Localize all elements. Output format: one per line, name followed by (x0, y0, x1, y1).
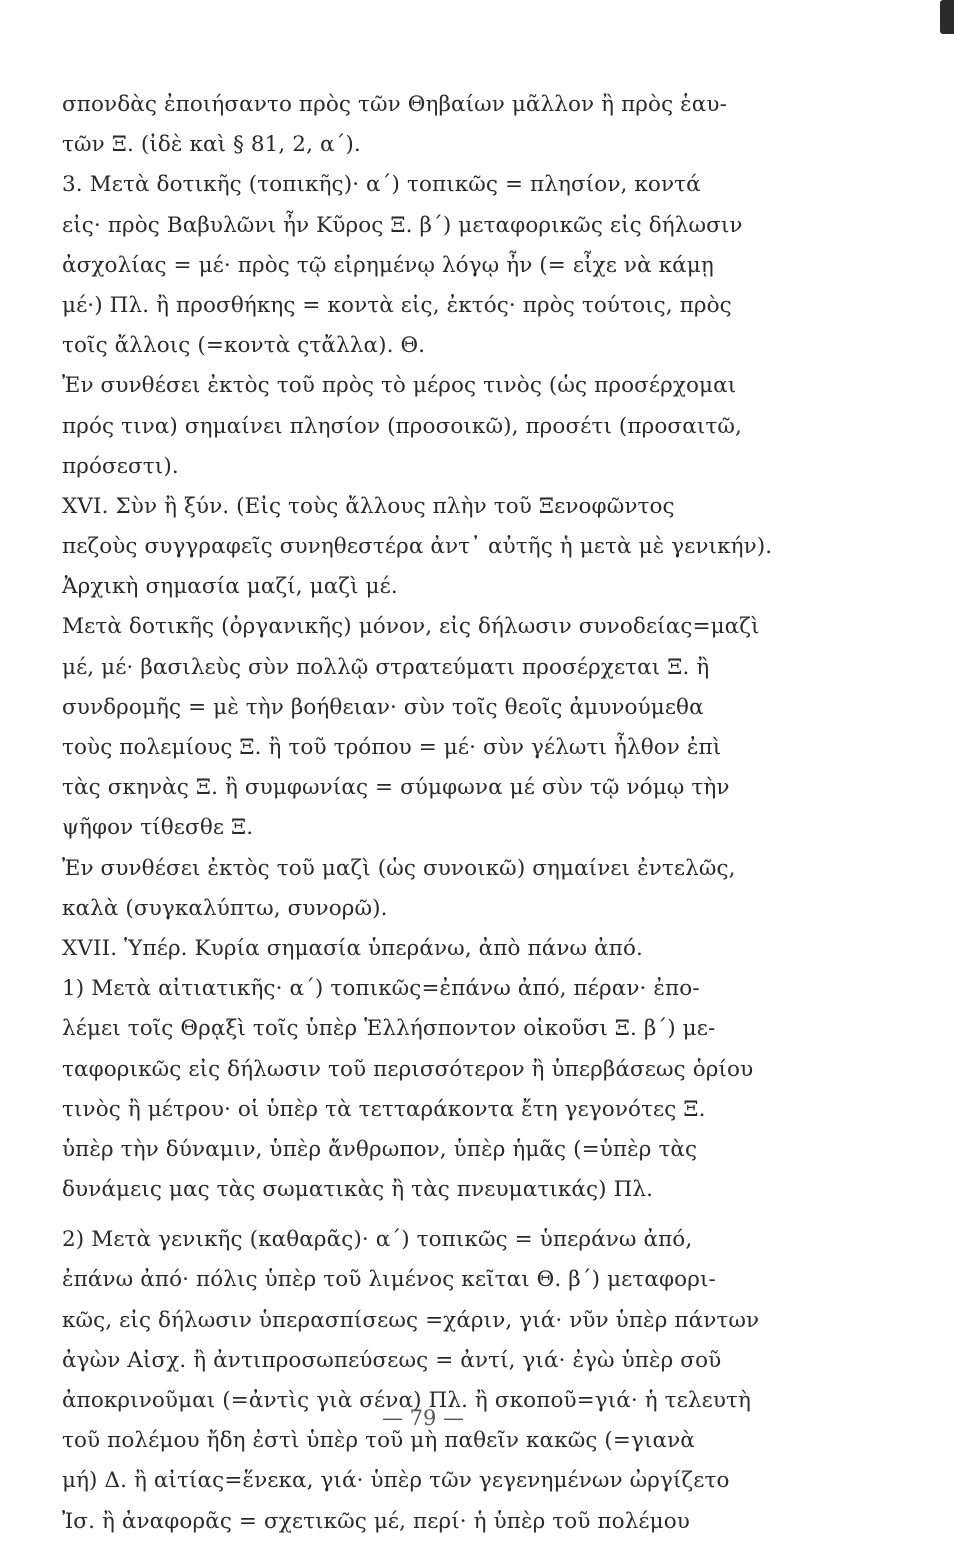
text-line: μέ·) Πλ. ἢ προσθήκης = κοντὰ εἰς, ἐκτός· πρὸς τούτοις, πρὸς (62, 292, 732, 318)
text-line: τοῖς ἄλλοις (=κοντὰ ςτἄλλα). Θ. (62, 333, 426, 359)
text-line: ψῆφον τίθεσθε Ξ. (62, 815, 254, 841)
page-corner-mark (940, 0, 954, 34)
text-line: ὑπὲρ τὴν δύναμιν, ὑπὲρ ἄνθρωπον, ὑπὲρ ἡμᾶς (=ὑπὲρ τὰς (62, 1136, 698, 1162)
text-line: 3. Μετὰ δοτικῆς (τοπικῆς)· α΄) τοπικῶς = πλησίον, κοντά (62, 172, 701, 198)
text-line: συνδρομῆς = μὲ τὴν βοήθειαν· σὺν τοῖς θεοῖς ἀμυνούμεθα (62, 694, 704, 720)
text-line: 1) Μετὰ αἰτιατικῆς· α΄) τοπικῶς=ἐπάνω ἀπό, πέραν· ἐπο- (62, 976, 700, 1002)
body-text (62, 85, 784, 1542)
text-line: δυνάμεις μας τὰς σωματικὰς ἢ τὰς πνευματικάς) Πλ. (62, 1177, 654, 1203)
text-line: σπονδὰς ἐποιήσαντο πρὸς τῶν Θηβαίων μᾶλλον ἢ πρὸς ἑαυ- (62, 92, 727, 117)
text-line: ἀποκρινοῦμαι (=ἀντὶς γιὰ σένα) Πλ. ἢ σκοποῦ=γιά· ἡ τελευτὴ (62, 1388, 751, 1413)
text-line: Μετὰ δοτικῆς (ὀργανικῆς) μόνον, εἰς δήλωσιν συνοδείας=μαζὶ (62, 614, 760, 640)
text-line: τῶν Ξ. (ἰδὲ καὶ § 81, 2, α΄). (62, 132, 361, 158)
text-line: 2) Μετὰ γενικῆς (καθαρᾶς)· α΄) τοπικῶς = ὑπεράνω ἀπό, (62, 1227, 693, 1253)
text-line: ἀγὼν Αἰσχ. ἢ ἀντιπροσωπεύσεως = ἀντί, γιά· ἐγὼ ὑπὲρ σοῦ (62, 1347, 722, 1373)
text-line: καλὰ (συγκαλύπτω, συνορῶ). (62, 895, 388, 921)
text-line: τινὸς ἢ μέτρου· οἱ ὑπὲρ τὰ τετταράκοντα ἔτη γεγονότες Ξ. (62, 1096, 706, 1122)
text-line: τοῦ πολέμου ἤδη ἐστὶ ὑπὲρ τοῦ μὴ παθεῖν κακῶς (=γιανὰ (62, 1428, 695, 1454)
text-line: λέμει τοῖς Θρᾳξὶ τοῖς ὑπὲρ Ἑλλήσποντον οἰκοῦσι Ξ. β΄) με- (62, 1016, 716, 1042)
text-line: εἰς· πρὸς Βαβυλῶνι ἦν Κῦρος Ξ. β΄) μεταφορικῶς εἰς δήλωσιν (62, 212, 743, 238)
text-line: μή) Δ. ἢ αἰτίας=ἕνεκα, γιά· ὑπὲρ τῶν γεγενημένων ὠργίζετο (62, 1468, 730, 1494)
text-line: ταφορικῶς εἰς δήλωσιν τοῦ περισσότερον ἢ ὑπερβάσεως ὁρίου (62, 1056, 754, 1082)
text-line: Ἐν συνθέσει ἐκτὸς τοῦ μαζὶ (ὡς συνοικῶ) σημαίνει ἐντελῶς, (62, 855, 736, 881)
text-line: μέ, μέ· βασιλεὺς σὺν πολλῷ στρατεύματι προσέρχεται Ξ. ἢ (62, 654, 710, 680)
text-line: Ἰσ. ἢ ἀναφορᾶς = σχετικῶς μέ, περί· ἡ ὑπὲρ τοῦ πολέμου (62, 1508, 690, 1534)
text-line: τὰς σκηνὰς Ξ. ἢ συμφωνίας = σύμφωνα μέ σὺν τῷ νόμῳ τὴν (62, 775, 730, 801)
text-line: κῶς, εἰς δήλωσιν ὑπερασπίσεως =χάριν, γιά· νῦν ὑπὲρ πάντων (62, 1307, 760, 1333)
text-line: πρός τινα) σημαίνει πλησίον (προσοικῶ), προσέτι (προσαιτῶ, (62, 413, 742, 439)
section-heading-xvii: XVII. Ὑπέρ. Κυρία σημασία ὑπεράνω, ἀπὸ πάνω ἀπό. (62, 935, 643, 961)
text-line: Ἀρχικὴ σημασία μαζί, μαζὶ μέ. (62, 574, 398, 600)
page-number: — 79 — (381, 1406, 465, 1430)
text-line: ἀσχολίας = μέ· πρὸς τῷ εἰρημένῳ λόγῳ ἦν (= εἶχε νὰ κάμῃ (62, 252, 714, 278)
section-heading-xvi: XVI. Σὺν ἢ ξύν. (Εἰς τοὺς ἄλλους πλὴν τοῦ Ξενοφῶντος (62, 493, 675, 519)
text-line: τοὺς πολεμίους Ξ. ἢ τοῦ τρόπου = μέ· σὺν γέλωτι ἦλθον ἐπὶ (62, 735, 722, 760)
text-line: Ἐν συνθέσει ἐκτὸς τοῦ πρὸς τὸ μέρος τινὸς (ὡς προσέρχομαι (62, 373, 737, 399)
text-line: πρόσεστι). (62, 453, 179, 479)
text-line: πεζοὺς συγγραφεῖς συνηθεστέρα ἀντ᾽ αὐτῆς ἡ μετὰ μὲ γενικήν). (62, 534, 773, 560)
text-line: ἐπάνω ἀπό· πόλις ὑπὲρ τοῦ λιμένος κεῖται Θ. β΄) μεταφορι- (62, 1267, 716, 1293)
